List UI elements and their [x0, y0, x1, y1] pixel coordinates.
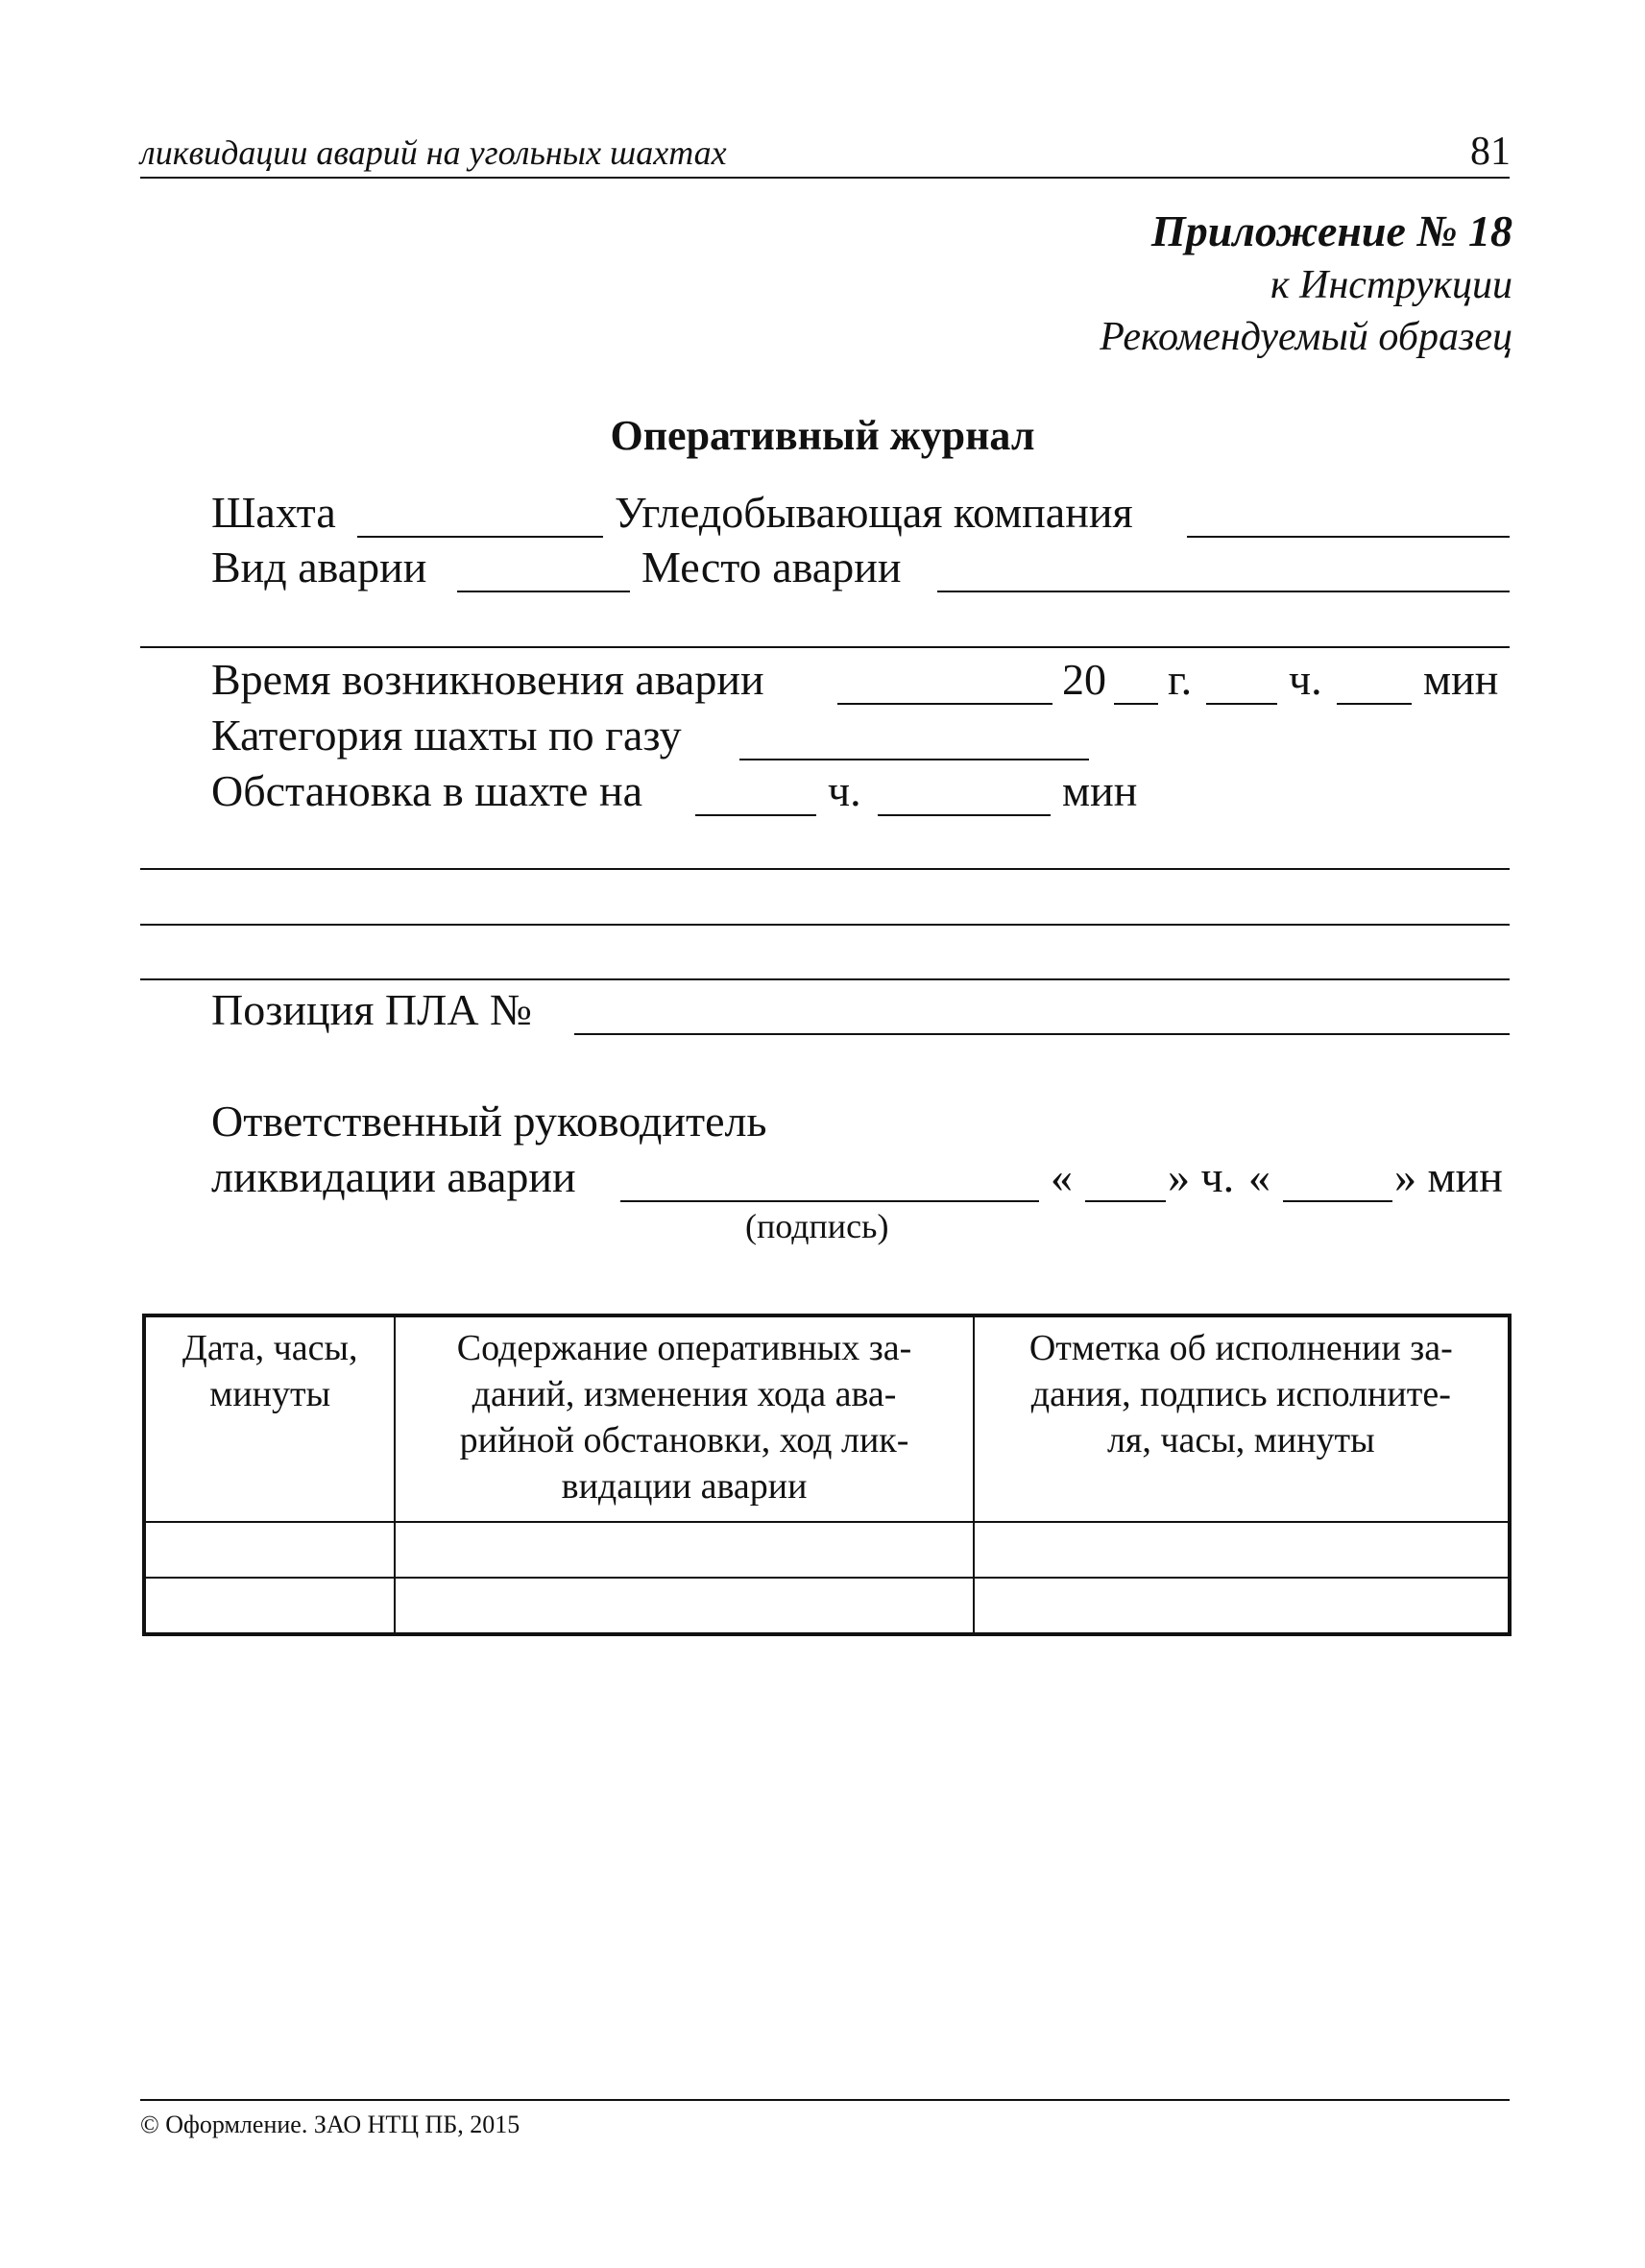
responsible-label-1: Ответственный руководитель	[211, 1097, 767, 1146]
year-prefix: 20	[1062, 655, 1106, 704]
signature-field[interactable]	[620, 1200, 1039, 1202]
table-cell[interactable]	[395, 1578, 973, 1634]
signature-hint: (подпись)	[745, 1207, 889, 1245]
header-line: даний, изменения хода ава-	[472, 1374, 897, 1414]
company-field[interactable]	[1187, 536, 1510, 538]
table-cell[interactable]	[144, 1522, 395, 1578]
year-suffix: г.	[1168, 655, 1193, 704]
quote-open-minutes: «	[1248, 1152, 1270, 1201]
year-field[interactable]	[1114, 703, 1158, 705]
accident-date-field[interactable]	[837, 703, 1052, 705]
hours-label: ч.	[1289, 655, 1322, 704]
header-line: видации аварии	[561, 1466, 808, 1507]
gas-category-label: Категория шахты по газу	[211, 711, 682, 760]
header-line: Дата, часы,	[181, 1328, 358, 1368]
accident-type-label: Вид аварии	[211, 543, 427, 591]
footer-divider	[140, 2099, 1510, 2101]
appendix-title: Приложение № 18	[1150, 206, 1512, 255]
pla-label: Позиция ПЛА №	[211, 985, 532, 1034]
header-line: ля, часы, минуты	[1106, 1420, 1375, 1460]
hours-field[interactable]	[1206, 703, 1277, 705]
table-row	[144, 1578, 1510, 1634]
situation-label: Обстановка в шахте на	[211, 766, 642, 815]
table-header-row	[144, 1315, 1510, 1522]
header-line: Отметка об исполнении за-	[1028, 1328, 1453, 1368]
table-row	[144, 1522, 1510, 1578]
pla-field[interactable]	[574, 1033, 1510, 1035]
situation-line-1[interactable]	[140, 868, 1510, 870]
mine-label: Шахта	[211, 488, 336, 537]
situation-hours-field[interactable]	[695, 814, 816, 816]
header-line: Содержание оперативных за-	[456, 1328, 912, 1368]
journal-table	[142, 1314, 1512, 1636]
document-title: Оперативный журнал	[610, 412, 1035, 459]
table-cell[interactable]	[974, 1522, 1510, 1578]
company-label: Угледобывающая компания	[615, 488, 1133, 537]
col-header-execution	[974, 1315, 1510, 1522]
appendix-sample-note: Рекомендуемый образец	[1100, 315, 1512, 359]
footer-copyright: © Оформление. ЗАО НТЦ ПБ, 2015	[140, 2111, 520, 2138]
col-header-tasks	[395, 1315, 973, 1522]
quote-close-minutes: » мин	[1394, 1152, 1503, 1201]
responsible-label-2: ликвидации аварии	[211, 1152, 576, 1201]
responsible-minutes-field[interactable]	[1283, 1200, 1392, 1202]
appendix-block	[1100, 204, 1512, 363]
table-cell[interactable]	[395, 1522, 973, 1578]
situation-line-2[interactable]	[140, 924, 1510, 926]
situation-minutes-field[interactable]	[878, 814, 1051, 816]
accident-type-field[interactable]	[457, 591, 630, 592]
situation-minutes-label: мин	[1062, 766, 1138, 815]
accident-place-continuation-line[interactable]	[140, 646, 1510, 648]
situation-hours-label: ч.	[828, 766, 861, 815]
responsible-hours-field[interactable]	[1085, 1200, 1166, 1202]
table-cell[interactable]	[974, 1578, 1510, 1634]
header-line: рийной обстановки, ход лик-	[459, 1420, 909, 1460]
minutes-label: мин	[1423, 655, 1499, 704]
accident-time-label: Время возникновения аварии	[211, 655, 764, 704]
page-number: 81	[1470, 130, 1511, 174]
header-line: дания, подпись исполните-	[1030, 1374, 1451, 1414]
gas-category-field[interactable]	[739, 759, 1089, 760]
running-title: ликвидации аварий на угольных шахтах	[140, 133, 727, 172]
header-divider	[140, 177, 1510, 179]
col-header-datetime	[144, 1315, 395, 1522]
quote-open-hours: «	[1051, 1152, 1073, 1201]
header-line: минуты	[209, 1374, 331, 1414]
minutes-field[interactable]	[1337, 703, 1412, 705]
accident-place-label: Место аварии	[641, 543, 902, 591]
table-cell[interactable]	[144, 1578, 395, 1634]
situation-line-3[interactable]	[140, 978, 1510, 980]
quote-close-hours: » ч.	[1168, 1152, 1235, 1201]
accident-place-field[interactable]	[937, 591, 1510, 592]
appendix-reference: к Инструкции	[1270, 263, 1512, 307]
mine-field[interactable]	[357, 536, 603, 538]
